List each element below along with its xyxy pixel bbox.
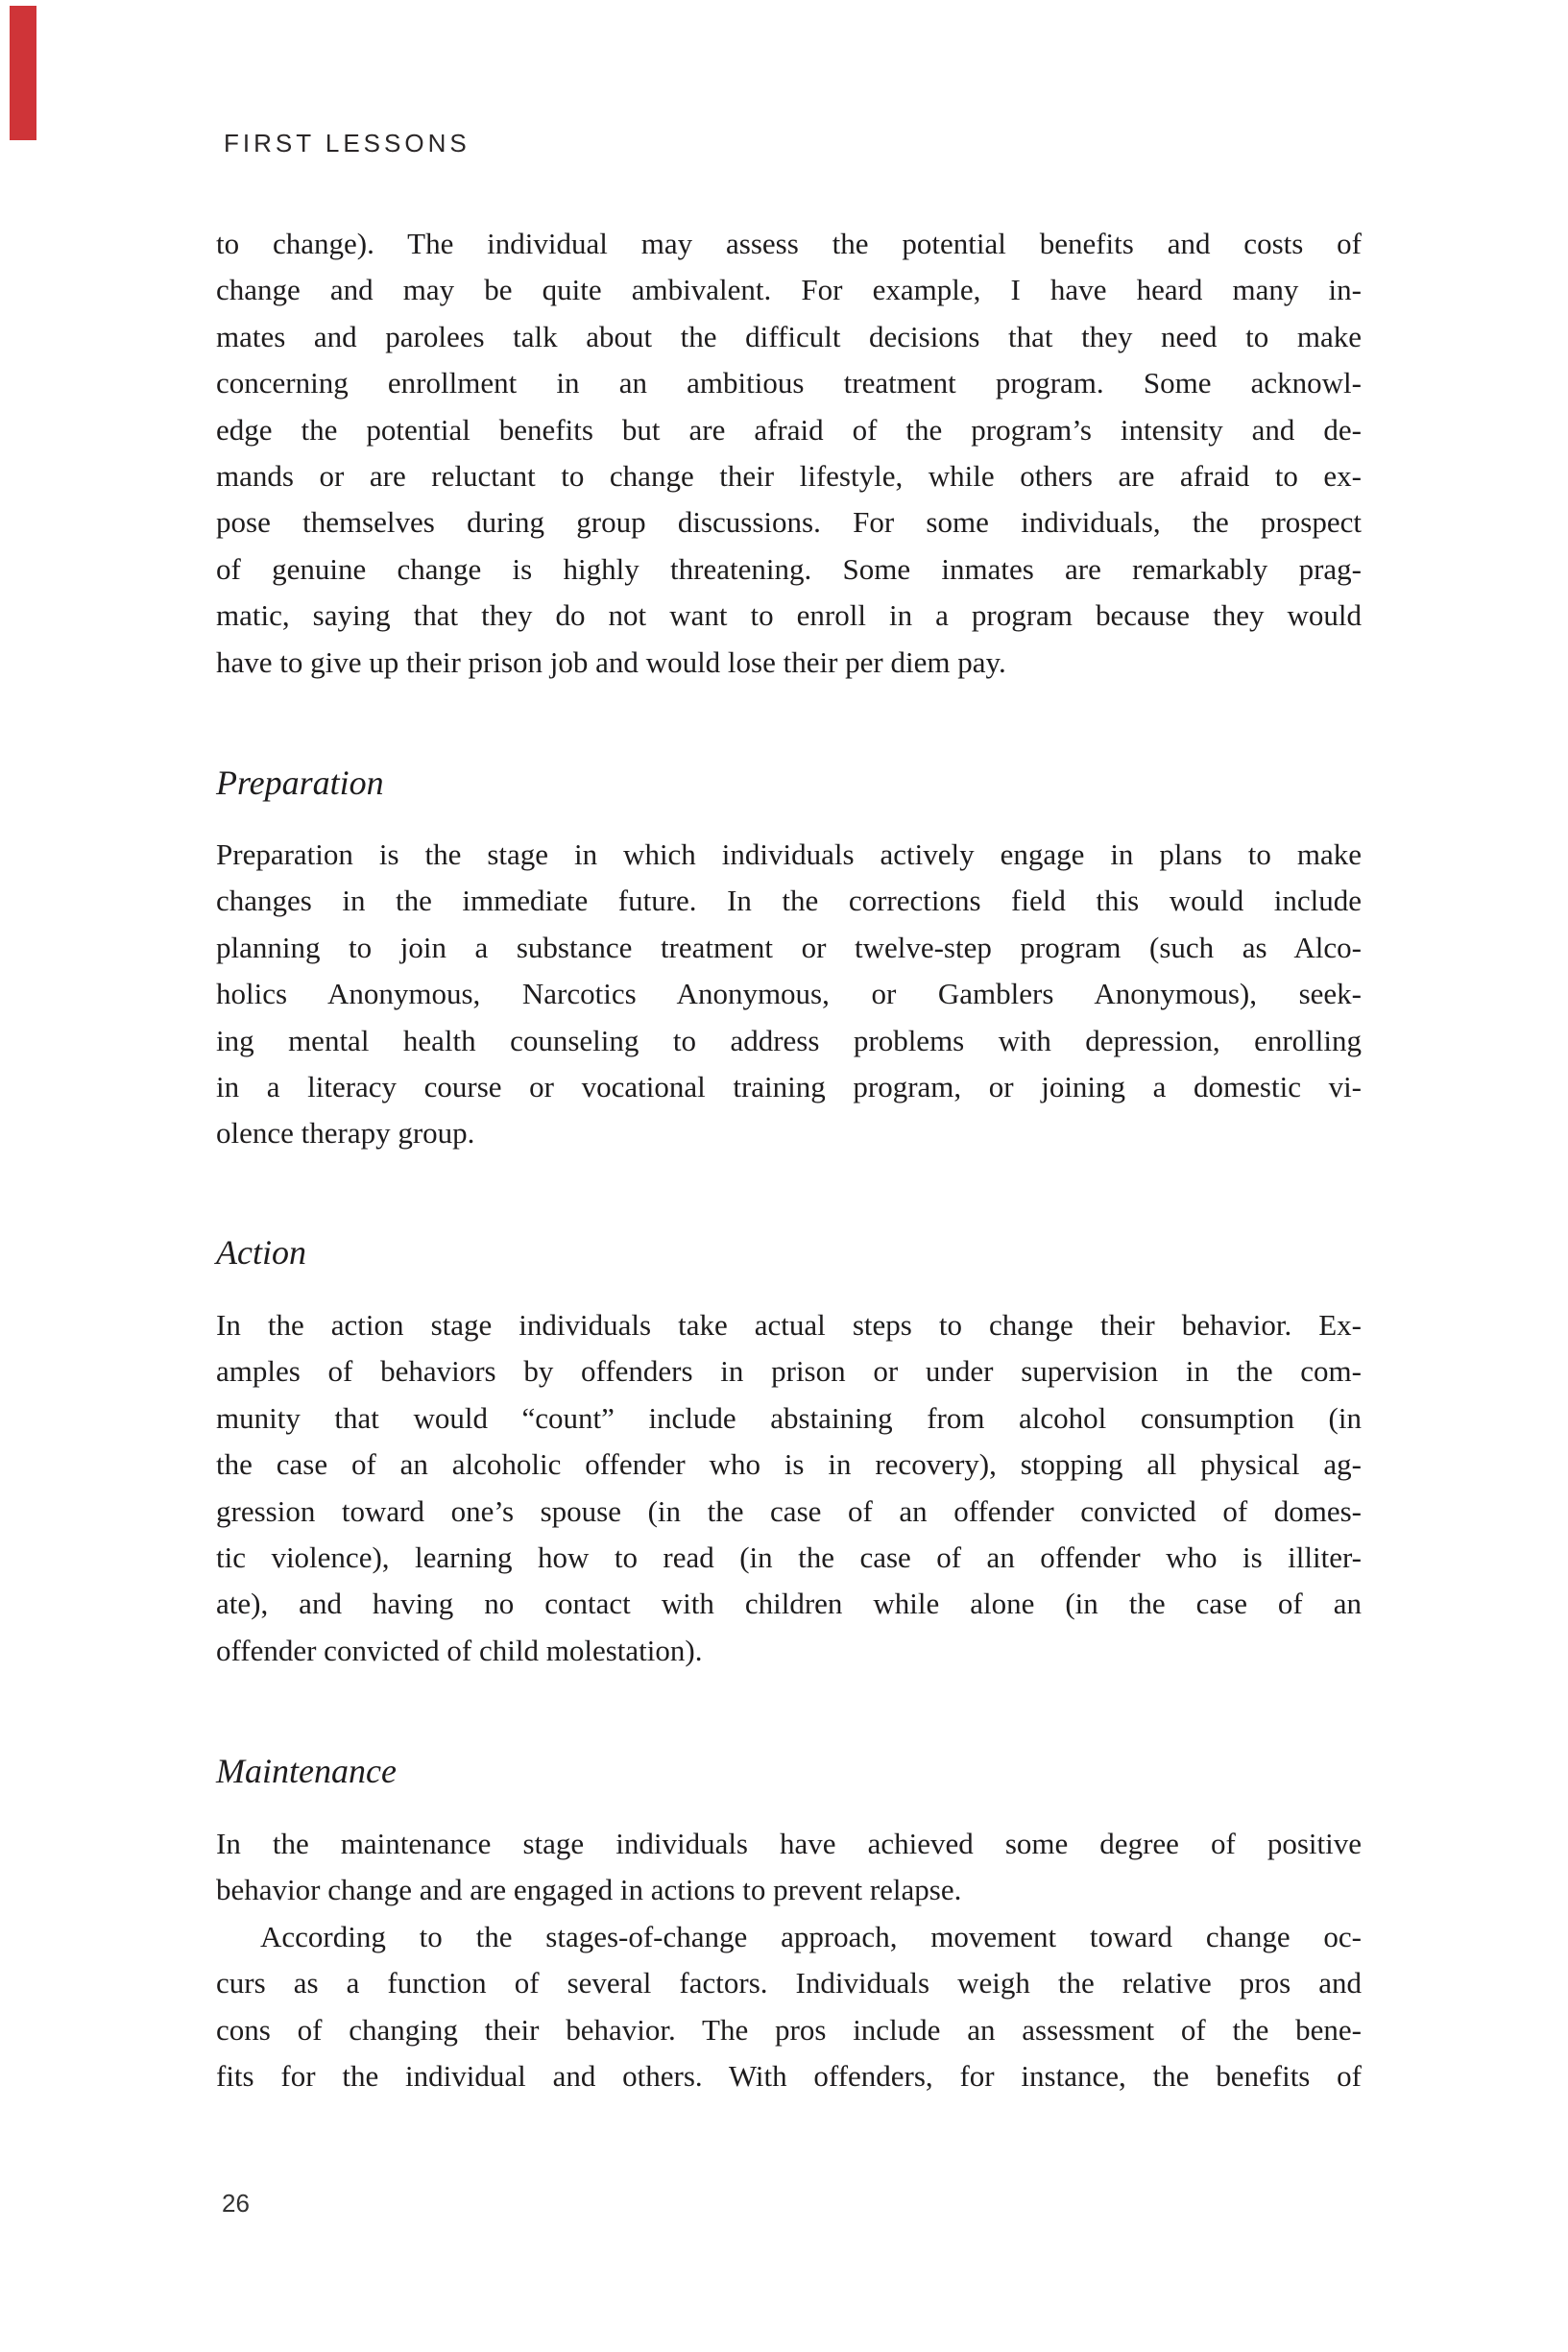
text-line: mands or are reluctant to change their lifestyle, while others are afraid to ex- [216,459,1362,494]
text-line: changes in the immediate future. In the corrections field this would include [216,884,1362,918]
text-line: the case of an alcoholic offender who is in recovery), stopping all physical ag- [216,1447,1362,1482]
text-line: to change). The individual may assess the potential benefits and costs of [216,227,1362,260]
text-line: offender convicted of child molestation). [216,1633,703,1667]
text-line: edge the potential benefits but are afraid of the program’s intensity and de- [216,412,1362,447]
paragraph-contemplation-continued [216,221,1362,686]
text-line: behavior change and are engaged in actions to prevent relapse. [216,1873,962,1907]
text-line: munity that would “count” include abstaining from alcohol consumption (in [216,1400,1362,1435]
text-line: tic violence), learning how to read (in the case of an offender who is illiter- [216,1540,1362,1575]
text-line: Preparation is the stage in which individuals actively engage in plans to make [216,837,1362,871]
running-header: FIRST LESSONS [224,129,470,158]
text-line: change and may be quite ambivalent. For example, I have heard many in- [216,273,1362,307]
text-line: mates and parolees talk about the difficult decisions that they need to make [216,319,1362,353]
page-number: 26 [222,2189,250,2218]
section-heading-preparation: Preparation [216,764,384,802]
text-line: in a literacy course or vocational training program, or joining a domestic vi- [216,1070,1362,1104]
text-line: ing mental health counseling to address problems with depression, enrolling [216,1023,1362,1057]
paragraph-preparation [216,832,1362,1157]
text-line: olence therapy group. [216,1116,475,1151]
section-heading-maintenance: Maintenance [216,1752,397,1790]
text-line: holics Anonymous, Narcotics Anonymous, or Gamblers Anonymous), seek- [216,977,1362,1011]
text-line: have to give up their prison job and would lose their per diem pay. [216,644,1006,679]
paragraph-stages-of-change [216,1914,1362,2100]
text-line: concerning enrollment in an ambitious treatment program. Some acknowl- [216,366,1362,400]
text-line: cons of changing their behavior. The pros include an assessment of the bene- [216,2012,1362,2047]
paragraph-maintenance [216,1821,1362,1914]
paragraph-action [216,1302,1362,1674]
text-line: ate), and having no contact with children while alone (in the case of an [216,1587,1362,1621]
text-line: amples of behaviors by offenders in prison or under supervision in the com- [216,1354,1362,1389]
text-line: gression toward one’s spouse (in the case of an offender convicted of domes- [216,1493,1362,1528]
text-line: planning to join a substance treatment or twelve-step program (such as Alco- [216,930,1362,964]
text-line: In the maintenance stage individuals have achieved some degree of positive [216,1827,1362,1860]
text-line: fits for the individual and others. With offenders, for instance, the benefits of [216,2059,1362,2094]
text-line: pose themselves during group discussions. For some individuals, the prospect [216,505,1362,540]
text-line: In the action stage individuals take actual steps to change their behavior. Ex- [216,1308,1362,1342]
text-line: matic, saying that they do not want to enroll in a program because they would [216,598,1362,633]
red-bookmark-strip [10,6,36,140]
section-heading-action: Action [216,1233,306,1272]
text-line: curs as a function of several factors. Individuals weigh the relative pros and [216,1966,1362,2000]
text-line: of genuine change is highly threatening. Some inmates are remarkably prag- [216,551,1362,586]
text-line: According to the stages-of-change approach, movement toward change oc- [260,1920,1362,1953]
